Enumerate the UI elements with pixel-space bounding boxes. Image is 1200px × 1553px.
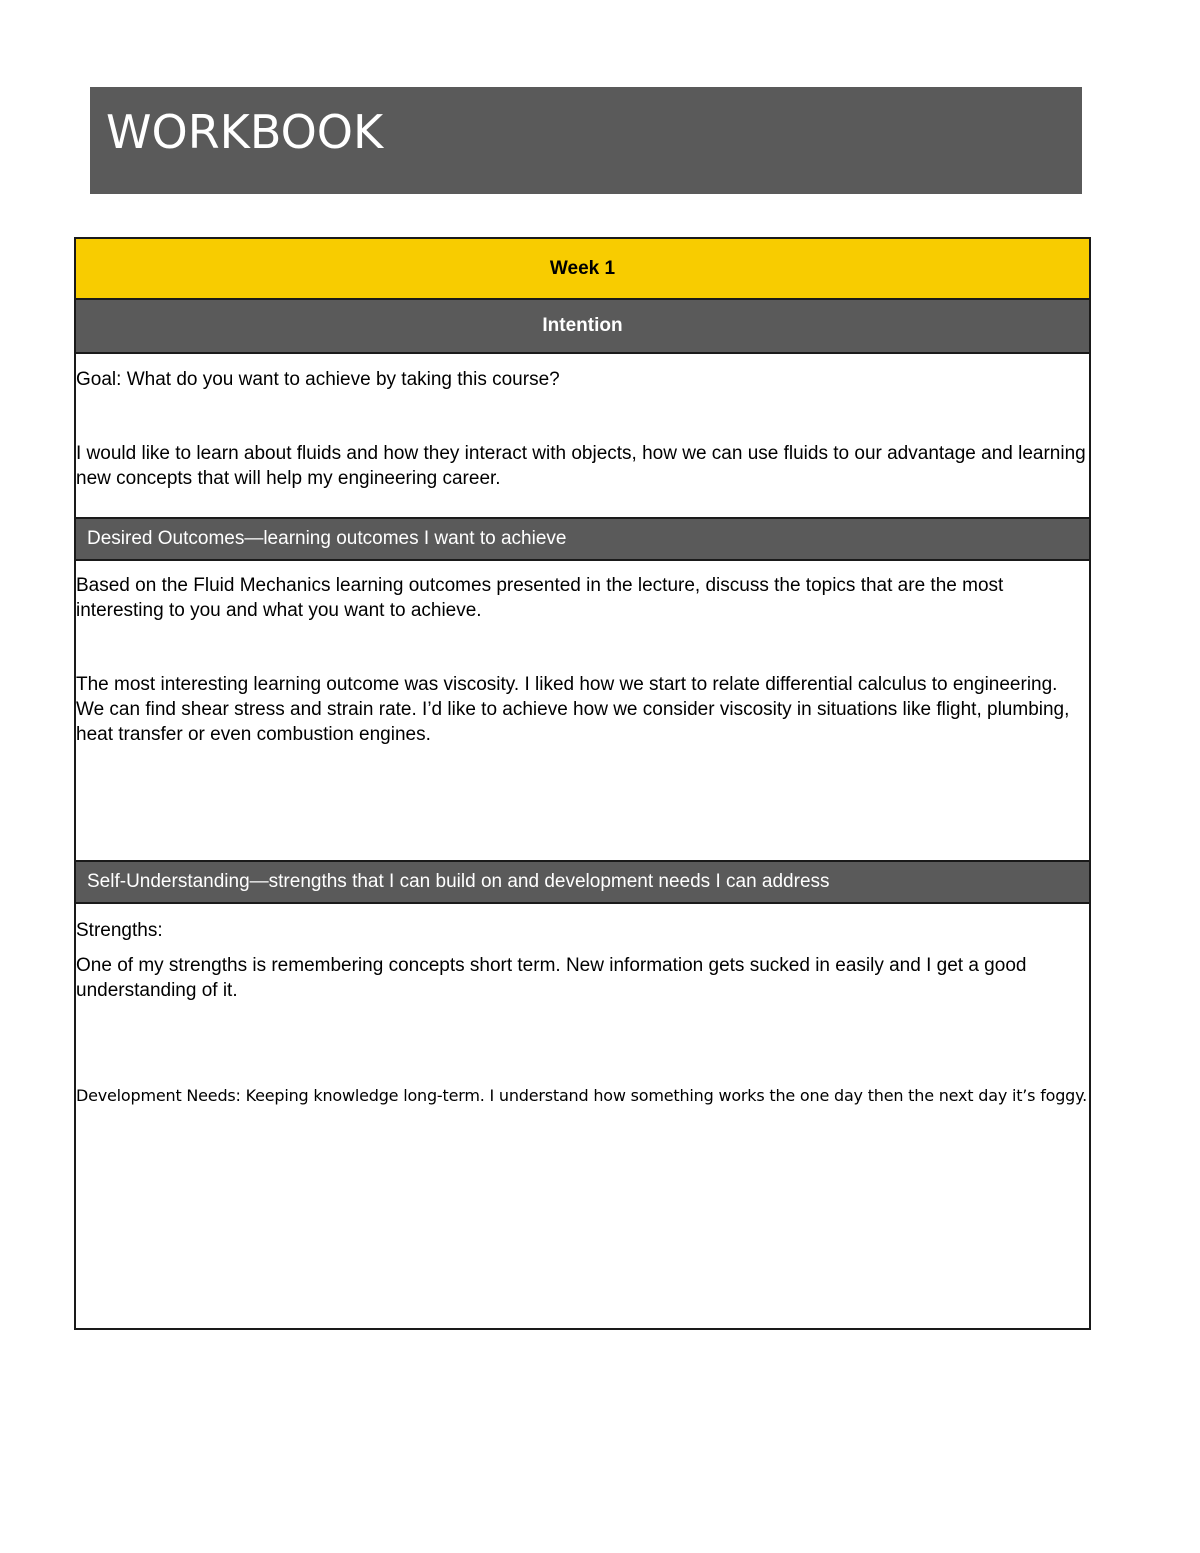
week-worksheet <box>74 237 1091 1330</box>
page-title: WORKBOOK <box>106 105 384 159</box>
intention-heading: Intention <box>76 300 1089 354</box>
workbook-banner <box>90 87 1082 194</box>
desired-outcomes-heading: Desired Outcomes—learning outcomes I want to achieve <box>76 517 1089 561</box>
strengths-label: Strengths: <box>76 920 163 941</box>
strengths-answer: One of my strengths is remembering concepts short term. New information gets sucked in easily and I get a good understanding of it. <box>76 955 1027 1001</box>
development-needs-text: Development Needs: Keeping knowledge long-term. I understand how something works the one day then the next day it’s foggy. <box>76 1086 1088 1105</box>
goal-answer: I would like to learn about fluids and how they interact with objects, how we can use fluids to our advantage and learning new concepts that will help my engineering career. <box>76 443 1086 489</box>
self-understanding-heading: Self-Understanding—strengths that I can build on and development needs I can address <box>76 860 1089 904</box>
outcomes-prompt: Based on the Fluid Mechanics learning outcomes presented in the lecture, discuss the topics that are the most interesting to you and what you want to achieve. <box>76 575 1004 621</box>
week-heading: Week 1 <box>76 239 1089 300</box>
outcomes-answer: The most interesting learning outcome was viscosity. I liked how we start to relate differential calculus to engineering. We can find shear stress and strain rate. I’d like to achieve how we consider viscosity in situations like flight, plumbing, heat transfer or even combustion engines. <box>76 674 1070 745</box>
goal-question: Goal: What do you want to achieve by taking this course? <box>76 369 560 390</box>
